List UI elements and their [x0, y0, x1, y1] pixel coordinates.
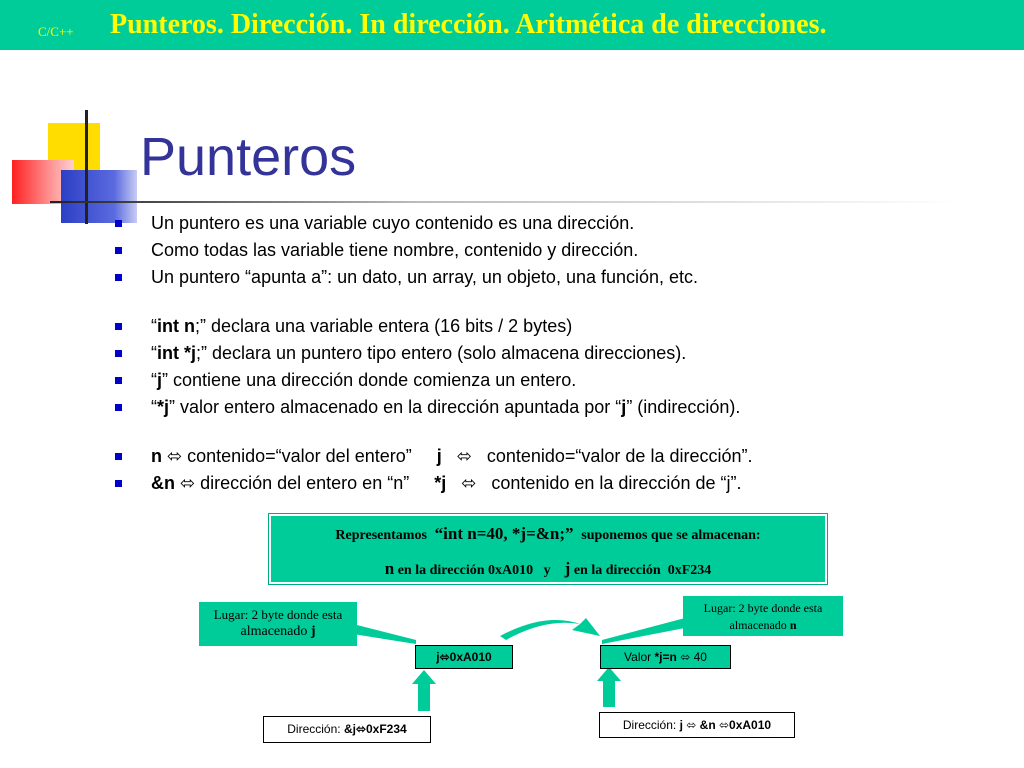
bullet-code: *j: [157, 397, 170, 417]
bullet-code: j: [157, 370, 163, 390]
bullet-text-mid: ⬄ dirección del entero en “n”: [175, 473, 435, 493]
bullet-item: [115, 470, 1015, 497]
memory-cell-n: [600, 645, 731, 669]
address-n-ref: &n: [699, 718, 716, 732]
address-j-pre: Dirección:: [287, 722, 344, 736]
bullet-text-pre: “: [151, 370, 157, 390]
bullet-code: *j: [434, 473, 447, 493]
note-left-line-1: Lugar: 2 byte donde esta: [213, 607, 343, 622]
address-n-value: 0xA010: [729, 718, 772, 732]
bullet-text-pre: “: [151, 343, 157, 363]
note-right-line-2: [683, 617, 843, 634]
bullet-text-pre: “: [151, 397, 157, 417]
note-right-text: almacenado: [729, 618, 790, 632]
bullet-text: Un puntero “apunta a”: un dato, un array, un objeto, una función, etc.: [151, 267, 699, 287]
rep-post: suponemos que se almacenan:: [577, 528, 761, 543]
bullet-text-mid: ⬄ contenido=“valor del entero”: [162, 446, 437, 466]
bullet-square-icon: [115, 274, 122, 281]
bullet-text-pre: “: [151, 316, 157, 336]
decorative-horizontal-line: [50, 201, 960, 203]
bullet-item: [115, 264, 1015, 291]
note-right: [683, 596, 843, 636]
rep-pre: Representamos: [335, 528, 431, 543]
cell-n-bold: *j=n: [654, 650, 677, 664]
bullet-square-icon: [115, 323, 122, 330]
bullet-item: [115, 313, 1015, 340]
bullet-square-icon: [115, 480, 122, 487]
bullet-code: j: [621, 397, 627, 417]
bullet-list: [115, 210, 1015, 497]
left-callout-connector: [353, 624, 416, 644]
bullet-code: j: [436, 446, 442, 466]
bullet-text-mid: ” valor entero almacenado en la dirección apuntada por “: [169, 397, 622, 417]
bullet-code: int n: [157, 316, 195, 336]
bullet-text-post: ;” declara una variable entera (16 bits / 2 bytes): [195, 316, 573, 336]
note-right-var: n: [789, 618, 797, 632]
bullet-item: [115, 237, 1015, 264]
bullet-square-icon: [115, 404, 122, 411]
up-arrow-left-icon: [412, 670, 436, 711]
address-n-mid-1: ⬄: [682, 718, 700, 732]
bullet-text-post: ⬄ contenido=“valor de la dirección”.: [441, 446, 753, 466]
representation-line-2: [271, 559, 825, 579]
address-n-box: [599, 712, 795, 738]
note-left-text: almacenado: [240, 624, 311, 639]
representation-line-1: [271, 524, 825, 544]
bullet-text-post: ” (indirección).: [626, 397, 741, 417]
bullet-square-icon: [115, 453, 122, 460]
bullet-square-icon: [115, 220, 122, 227]
bullet-text-post: ;” declara un puntero tipo entero (solo almacena direcciones).: [196, 343, 687, 363]
header-title: Punteros. Dirección. In dirección. Aritmética de direcciones.: [110, 9, 827, 40]
bullet-code: &n: [151, 473, 175, 493]
header-bar: [0, 0, 1024, 50]
note-left: [199, 602, 357, 646]
rep-var-n: n: [384, 559, 395, 578]
bullet-text: Como todas las variable tiene nombre, contenido y dirección.: [151, 240, 639, 260]
rep-mid-2: en la dirección 0xF234: [570, 563, 712, 578]
bullet-item: [115, 340, 1015, 367]
note-left-var: j: [310, 624, 316, 639]
bullet-text-post: ⬄ contenido en la dirección de “j”.: [446, 473, 742, 493]
slide-title: Punteros: [140, 127, 357, 187]
bullet-item: [115, 210, 1015, 237]
bullet-item: [115, 443, 1015, 470]
rep-var-j: j: [564, 559, 571, 578]
address-j-value: &j⬄0xF234: [343, 722, 407, 736]
up-arrow-right-icon: [597, 667, 621, 707]
right-callout-connector: [602, 618, 685, 644]
note-left-line-2: [199, 623, 357, 640]
bullet-text-post: ” contiene una dirección donde comienza un entero.: [162, 370, 577, 390]
address-n-pre: Dirección:: [622, 718, 680, 732]
representation-box: [269, 514, 827, 584]
bullet-code: n: [151, 446, 162, 466]
note-right-line-1: Lugar: 2 byte donde esta: [703, 601, 823, 615]
rep-code: “int n=40, *j=&n;”: [430, 524, 578, 543]
rep-mid-1: en la dirección 0xA010 y: [394, 563, 565, 578]
decorative-vertical-line: [85, 110, 88, 224]
bullet-item: [115, 367, 1015, 394]
curved-arrow-icon: [500, 618, 600, 640]
bullet-text: Un puntero es una variable cuyo contenido es una dirección.: [151, 213, 635, 233]
cell-n-post: ⬄ 40: [676, 650, 707, 664]
bullet-item: [115, 394, 1015, 421]
address-n-j: j: [679, 718, 683, 732]
memory-cell-j: j⬄0xA010: [415, 645, 513, 669]
address-n-mid-2: ⬄: [715, 718, 730, 732]
bullet-square-icon: [115, 377, 122, 384]
header-tag: C/C++: [38, 24, 74, 39]
bullet-square-icon: [115, 247, 122, 254]
cell-n-pre: Valor: [624, 650, 655, 664]
bullet-code: int *j: [157, 343, 196, 363]
bullet-square-icon: [115, 350, 122, 357]
address-j-box: [263, 716, 431, 743]
